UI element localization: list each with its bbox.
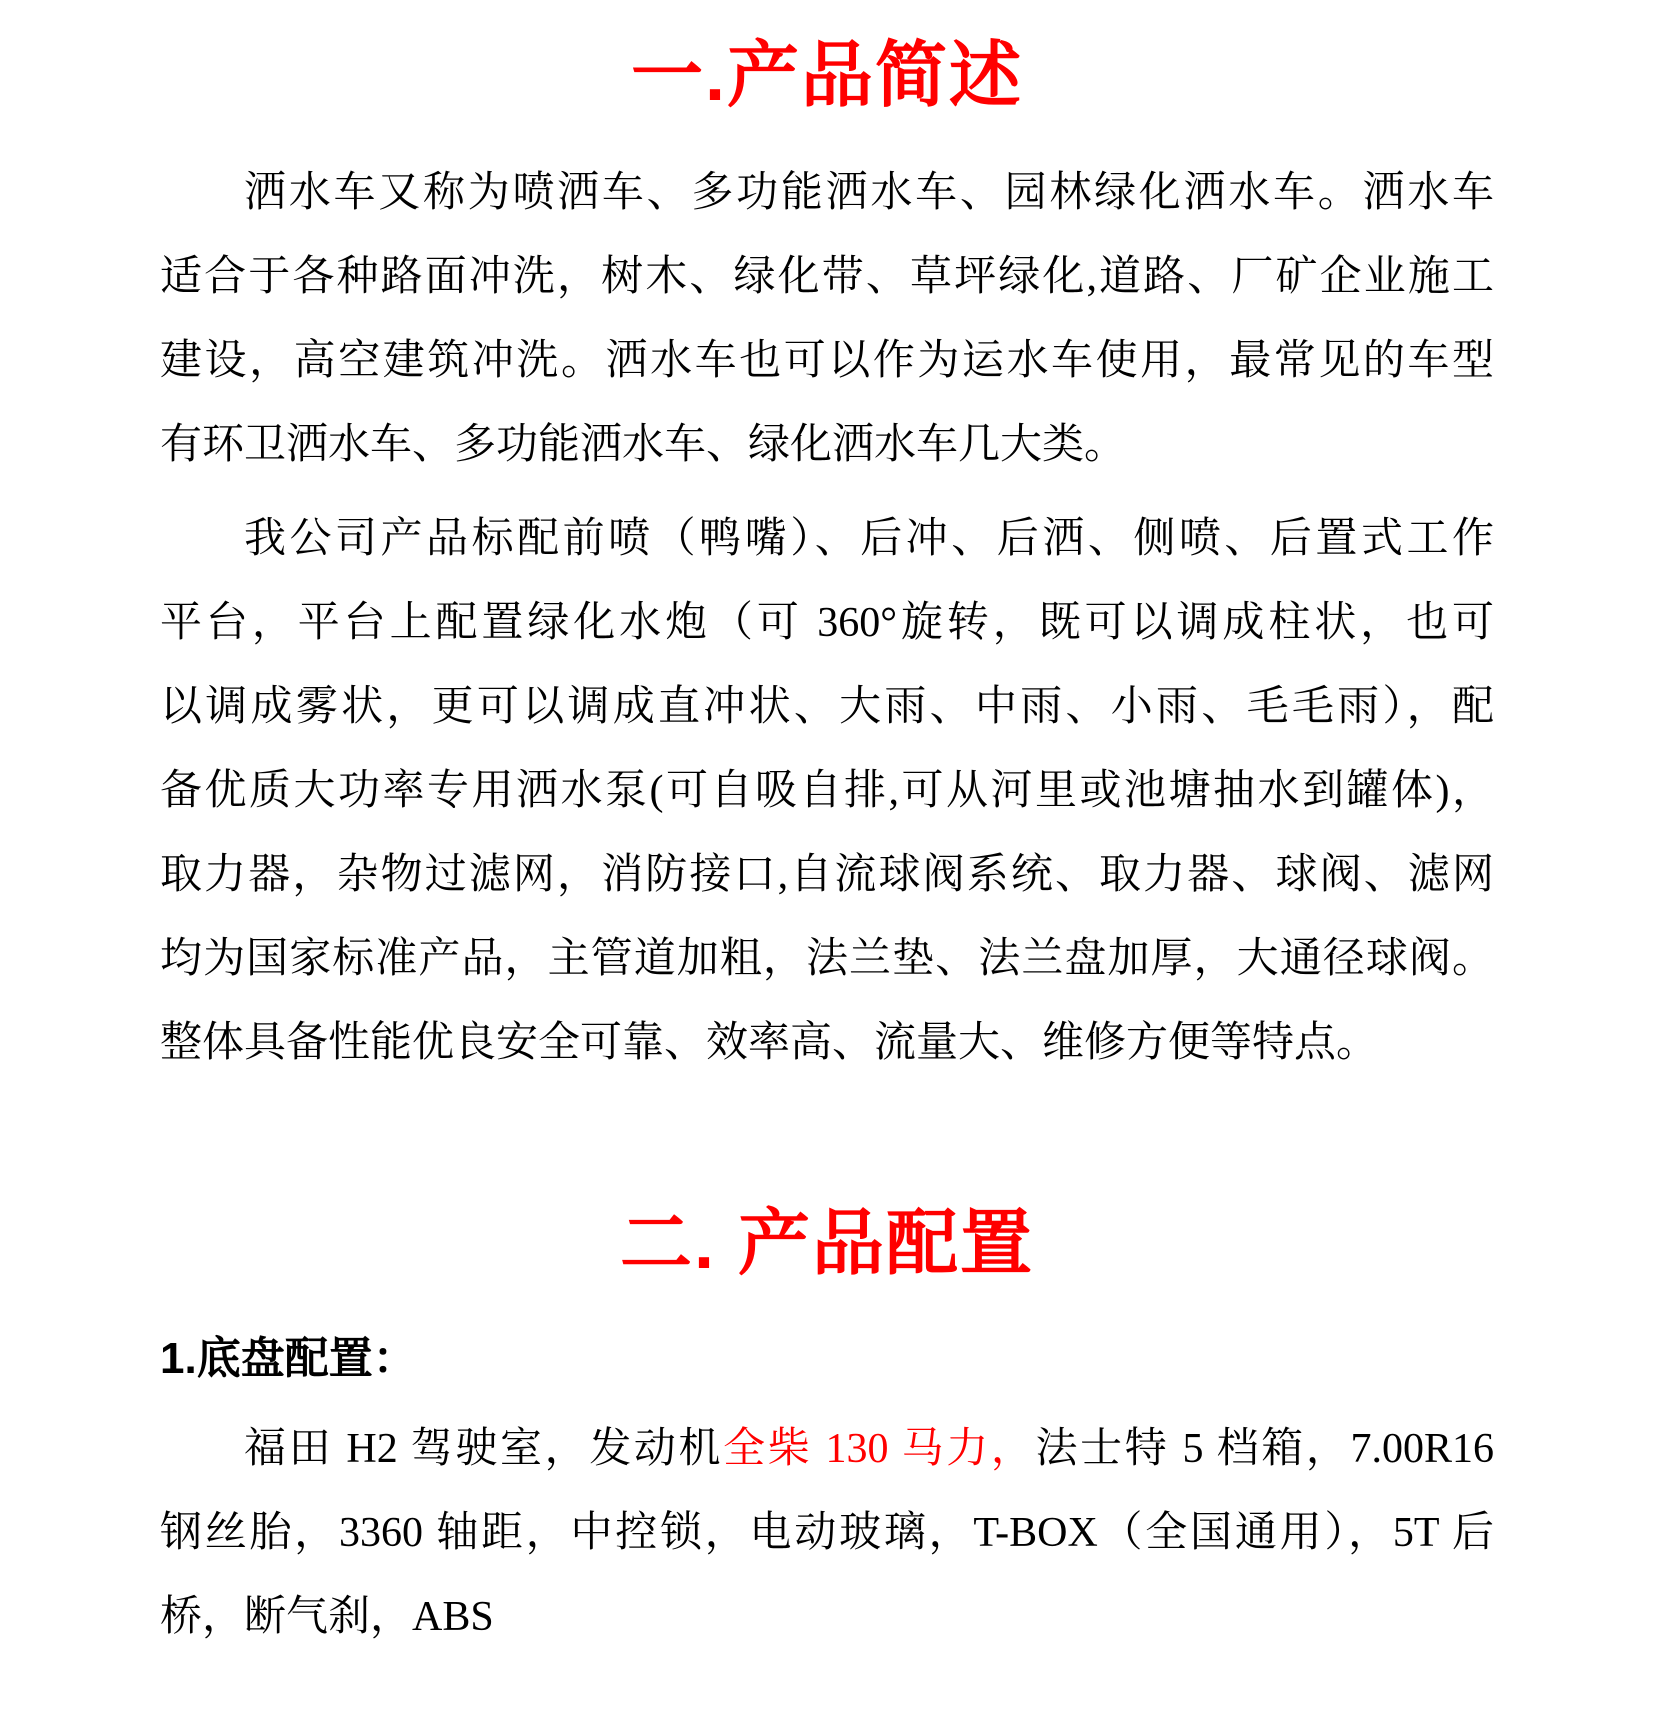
document-page [0, 36, 1654, 1721]
paragraph-product-intro [160, 151, 1494, 487]
text-line [160, 1575, 1494, 1659]
text-line [160, 581, 1494, 665]
text-line [160, 833, 1494, 917]
text-line [160, 497, 1494, 581]
text-line [160, 403, 1494, 487]
text-line [160, 319, 1494, 403]
body-text: 以调成雾状，更可以调成直冲状、大雨、中雨、小雨、毛毛雨），配 [160, 684, 1494, 730]
text-line [160, 749, 1494, 833]
chassis-config-heading: 1.底盘配置： [160, 1334, 417, 1383]
paragraph-chassis-config [160, 1407, 1494, 1659]
text-line [160, 665, 1494, 749]
body-text: 均为国家标准产品，主管道加粗，法兰垫、法兰盘加厚，大通径球阀。 [160, 936, 1494, 982]
body-text: 钢丝胎，3360 轴距，中控锁，电动玻璃，T-BOX（全国通用），5T 后 [160, 1510, 1494, 1556]
text-line [160, 1407, 1494, 1491]
body-text: 建设，高空建筑冲洗。洒水车也可以作为运水车使用，最常见的车型 [160, 338, 1494, 384]
body-text: 桥，断气刹，ABS [160, 1594, 494, 1640]
body-text: 整体具备性能优良安全可靠、效率高、流量大、维修方便等特点。 [160, 1020, 1379, 1066]
body-text: 有环卫洒水车、多功能洒水车、绿化洒水车几大类。 [160, 422, 1127, 468]
body-text: 备优质大功率专用洒水泵(可自吸自排,可从河里或池塘抽水到罐体)， [160, 768, 1494, 814]
body-text: 法士特 5 档箱，7.00R16 [1035, 1426, 1494, 1472]
section-title-product-overview: 一.产品简述 [630, 36, 1023, 116]
text-line [160, 1491, 1494, 1575]
body-text: 洒水车又称为喷洒车、多功能洒水车、园林绿化洒水车。洒水车 [244, 170, 1494, 216]
body-text: 取力器，杂物过滤网，消防接口,自流球阀系统、取力器、球阀、滤网 [160, 852, 1494, 898]
text-line [160, 917, 1494, 1001]
body-text: 我公司产品标配前喷（鸭嘴）、后冲、后洒、侧喷、后置式工作 [244, 516, 1494, 562]
body-text: 平台，平台上配置绿化水炮（可 360°旋转，既可以调成柱状，也可 [160, 600, 1494, 646]
text-line [160, 235, 1494, 319]
section-title-product-config: 二. 产品配置 [619, 1204, 1034, 1284]
highlighted-red-text: 全柴 130 马力， [723, 1426, 1036, 1472]
text-line [160, 1001, 1494, 1085]
body-text: 福田 H2 驾驶室，发动机 [244, 1426, 724, 1472]
body-text: 适合于各种路面冲洗，树木、绿化带、草坪绿化,道路、厂矿企业施工 [160, 254, 1494, 300]
text-line [160, 151, 1494, 235]
paragraph-standard-equipment [160, 497, 1494, 1085]
